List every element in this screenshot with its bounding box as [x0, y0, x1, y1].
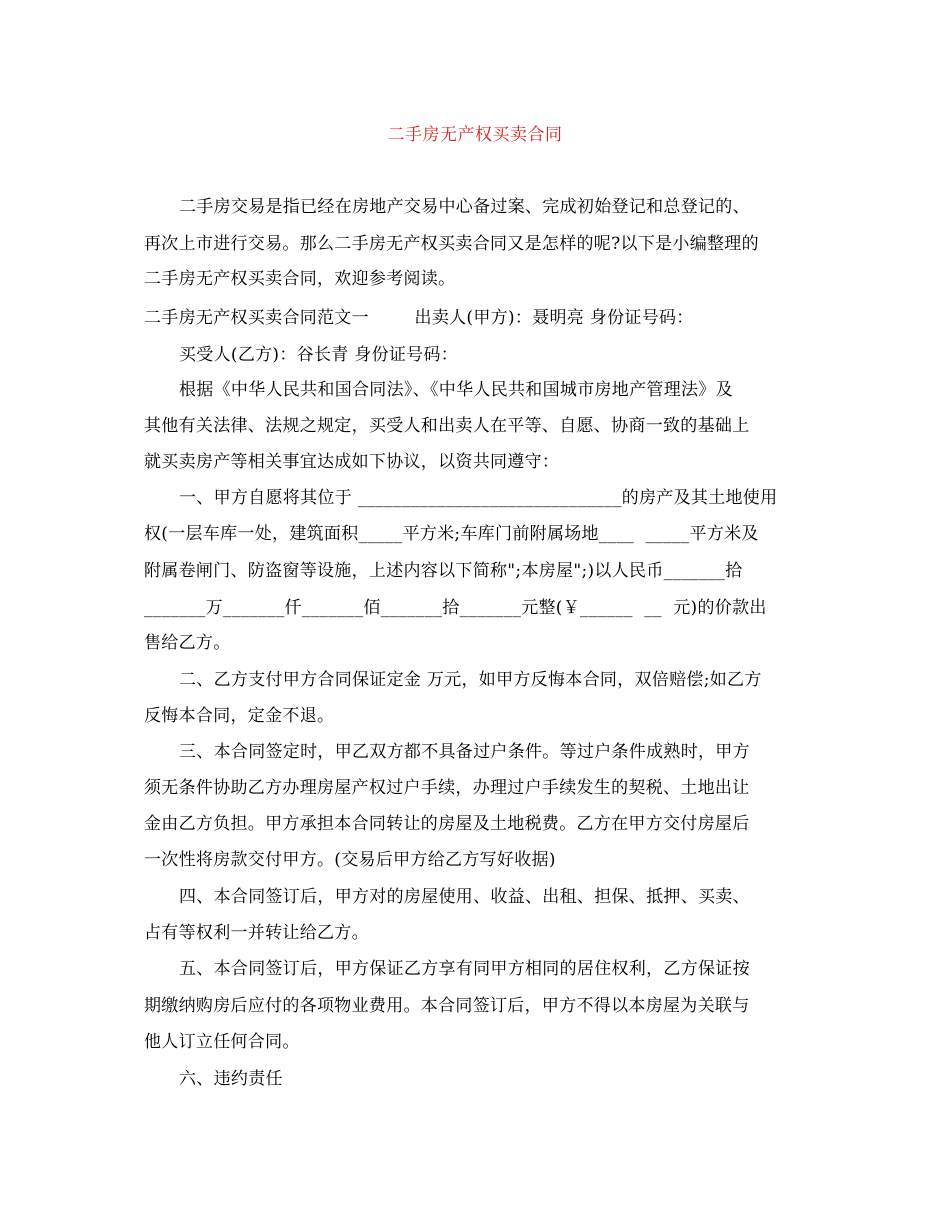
clause-3-line-1: 三、本合同签定时，甲乙双方都不具备过户条件。等过户条件成熟时，甲方	[179, 742, 750, 762]
clause-1-line-3: 附属卷闸门、防盗窗等设施，上述内容以下简称";本房屋";)以人民币_______拾	[144, 561, 743, 581]
clause-1-line-2: 权(一层车库一处，建筑面积_____平方米;车库门前附属场地____ _____平方米及	[144, 524, 759, 544]
intro-line-3: 二手房无产权买卖合同，欢迎参考阅读。	[144, 269, 456, 289]
preamble-line-2: 其他有关法律、法规之规定，买受人和出卖人在平等、自愿、协商一致的基础上	[144, 416, 750, 436]
clause-1-line-5: 售给乙方。	[144, 633, 231, 653]
clause-5-line-1: 五、本合同签订后，甲方保证乙方享有同甲方相同的居住权利，乙方保证按	[179, 959, 750, 979]
clause-2-line-1: 二、乙方支付甲方合同保证定金 万元，如甲方反悔本合同，双倍赔偿;如乙方	[179, 670, 762, 690]
intro-line-1: 二手房交易是指已经在房地产交易中心备过案、完成初始登记和总登记的、	[179, 197, 750, 217]
clause-2-line-2: 反悔本合同，定金不退。	[144, 706, 335, 726]
clause-1-line-1: 一、甲方自愿将其位于 ______________________________的房产及其土地使用	[179, 488, 778, 508]
clause-3-line-4: 一次性将房款交付甲方。(交易后甲方给乙方写好收据)	[144, 850, 556, 870]
clause-1-line-4: _______万_______仟_______佰_______拾_______元整(￥______ __ 元)的价款出	[144, 598, 767, 618]
document-title: 二手房无产权买卖合同	[387, 125, 563, 145]
clause-4-line-1: 四、本合同签订后，甲方对的房屋使用、收益、出租、担保、抵押、买卖、	[179, 887, 750, 907]
preamble-line-3: 就买卖房产等相关事宜达成如下协议，以资共同遵守：	[144, 452, 560, 472]
sample-heading-seller-line: 二手房无产权买卖合同范文一 出卖人(甲方)：聂明亮 身份证号码：	[144, 308, 694, 328]
clause-3-line-3: 金由乙方负担。甲方承担本合同转让的房屋及土地税费。乙方在甲方交付房屋后	[144, 814, 750, 834]
preamble-line-1: 根据《中华人民共和国合同法》、《中华人民共和国城市房地产管理法》及	[179, 380, 733, 400]
clause-6-heading: 六、违约责任	[179, 1069, 283, 1089]
clause-3-line-2: 须无条件协助乙方办理房屋产权过户手续，办理过户手续发生的契税、土地出让	[144, 778, 750, 798]
clause-4-line-2: 占有等权利一并转让给乙方。	[144, 923, 369, 943]
buyer-line: 买受人(乙方)：谷长青 身份证号码：	[179, 345, 459, 365]
clause-5-line-3: 他人订立任何合同。	[144, 1032, 300, 1052]
clause-5-line-2: 期缴纳购房后应付的各项物业费用。本合同签订后，甲方不得以本房屋为关联与	[144, 996, 750, 1016]
intro-line-2: 再次上市进行交易。那么二手房无产权买卖合同又是怎样的呢?以下是小编整理的	[144, 234, 759, 254]
